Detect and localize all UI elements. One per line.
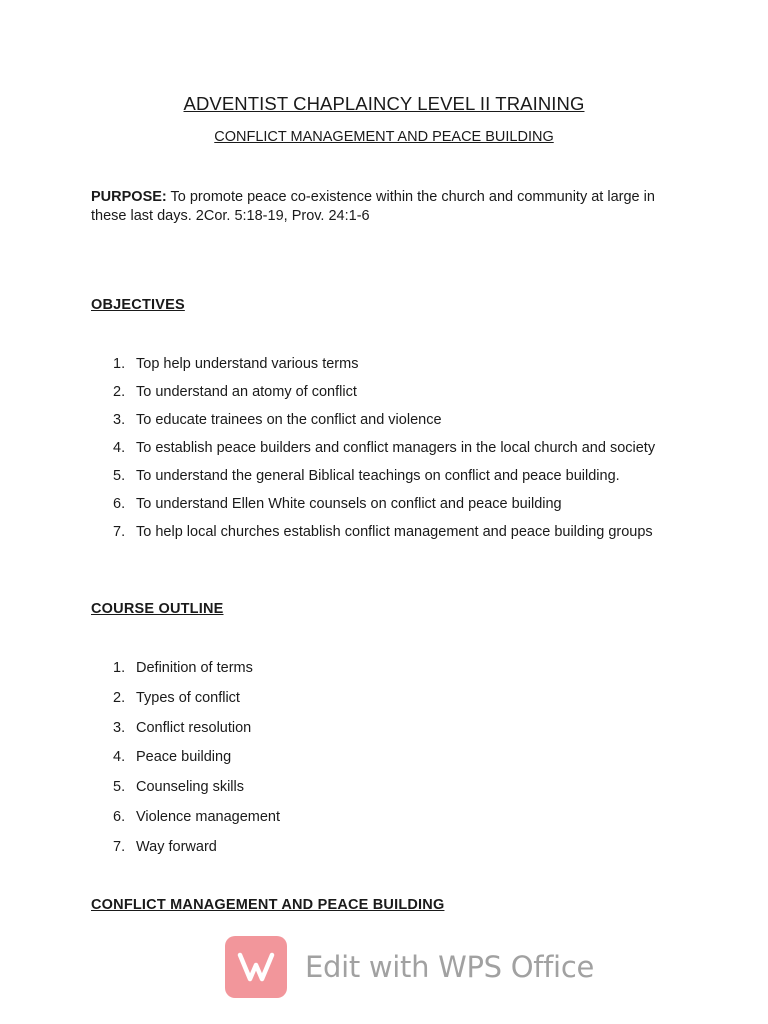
list-item-text: To understand Ellen White counsels on conflict and peace building: [136, 496, 562, 512]
objectives-heading: OBJECTIVES: [91, 297, 185, 313]
list-item-text: Top help understand various terms: [136, 356, 359, 372]
list-item: [91, 383, 691, 401]
list-item: [91, 495, 691, 513]
list-number: 3.: [113, 412, 126, 428]
list-item-text: Counseling skills: [136, 779, 244, 796]
list-item: [91, 467, 691, 485]
list-item-text: Way forward: [136, 838, 217, 855]
list-item: [91, 838, 691, 856]
purpose-text: To promote peace co-existence within the church and community at large in these last days. 2Cor. 5:18-19, Prov. 24:1-6: [91, 189, 655, 224]
list-item: [91, 778, 691, 796]
wps-watermark-text: Edit with WPS Office: [305, 950, 594, 984]
list-item-text: To understand an atomy of conflict: [136, 384, 357, 400]
list-number: 5.: [113, 468, 126, 484]
wps-watermark[interactable]: [225, 936, 594, 998]
list-item: [91, 719, 691, 737]
list-number: 6.: [113, 496, 126, 512]
list-number: 1.: [113, 660, 126, 676]
list-item: [91, 523, 691, 541]
list-number: 7.: [113, 838, 126, 855]
list-item: [91, 689, 691, 707]
list-item-text: To establish peace builders and conflict managers in the local church and society: [136, 440, 656, 456]
list-item-text: To understand the general Biblical teachings on conflict and peace building.: [136, 468, 620, 484]
list-item: [91, 659, 691, 677]
list-number: 4.: [113, 749, 126, 766]
document-subtitle: CONFLICT MANAGEMENT AND PEACE BUILDING: [214, 129, 554, 145]
purpose-paragraph: [91, 188, 691, 226]
list-number: 6.: [113, 808, 126, 825]
list-item: [91, 808, 691, 826]
list-number: 7.: [113, 524, 126, 540]
objectives-list: [91, 355, 691, 551]
list-number: 3.: [113, 719, 126, 736]
list-item: [91, 439, 691, 457]
list-number: 4.: [113, 440, 126, 456]
list-item-text: Definition of terms: [136, 660, 253, 676]
list-item: [91, 355, 691, 373]
list-number: 2.: [113, 689, 126, 706]
list-number: 2.: [113, 384, 126, 400]
list-item-text: To help local churches establish conflict management and peace building groups: [136, 524, 653, 540]
course-outline-heading: COURSE OUTLINE: [91, 601, 224, 617]
list-item-text: Conflict resolution: [136, 719, 252, 736]
purpose-label: PURPOSE:: [91, 189, 167, 205]
document-title: ADVENTIST CHAPLAINCY LEVEL II TRAINING: [183, 93, 585, 114]
list-item-text: To educate trainees on the conflict and violence: [136, 412, 442, 428]
wps-logo-icon: [225, 936, 287, 998]
section-heading: CONFLICT MANAGEMENT AND PEACE BUILDING: [91, 897, 445, 913]
list-item-text: Types of conflict: [136, 689, 240, 706]
list-number: 1.: [113, 356, 126, 372]
list-number: 5.: [113, 779, 126, 796]
list-item-text: Peace building: [136, 749, 232, 766]
course-outline-list: [91, 659, 691, 868]
list-item-text: Violence management: [136, 808, 281, 825]
list-item: [91, 748, 691, 766]
list-item: [91, 411, 691, 429]
